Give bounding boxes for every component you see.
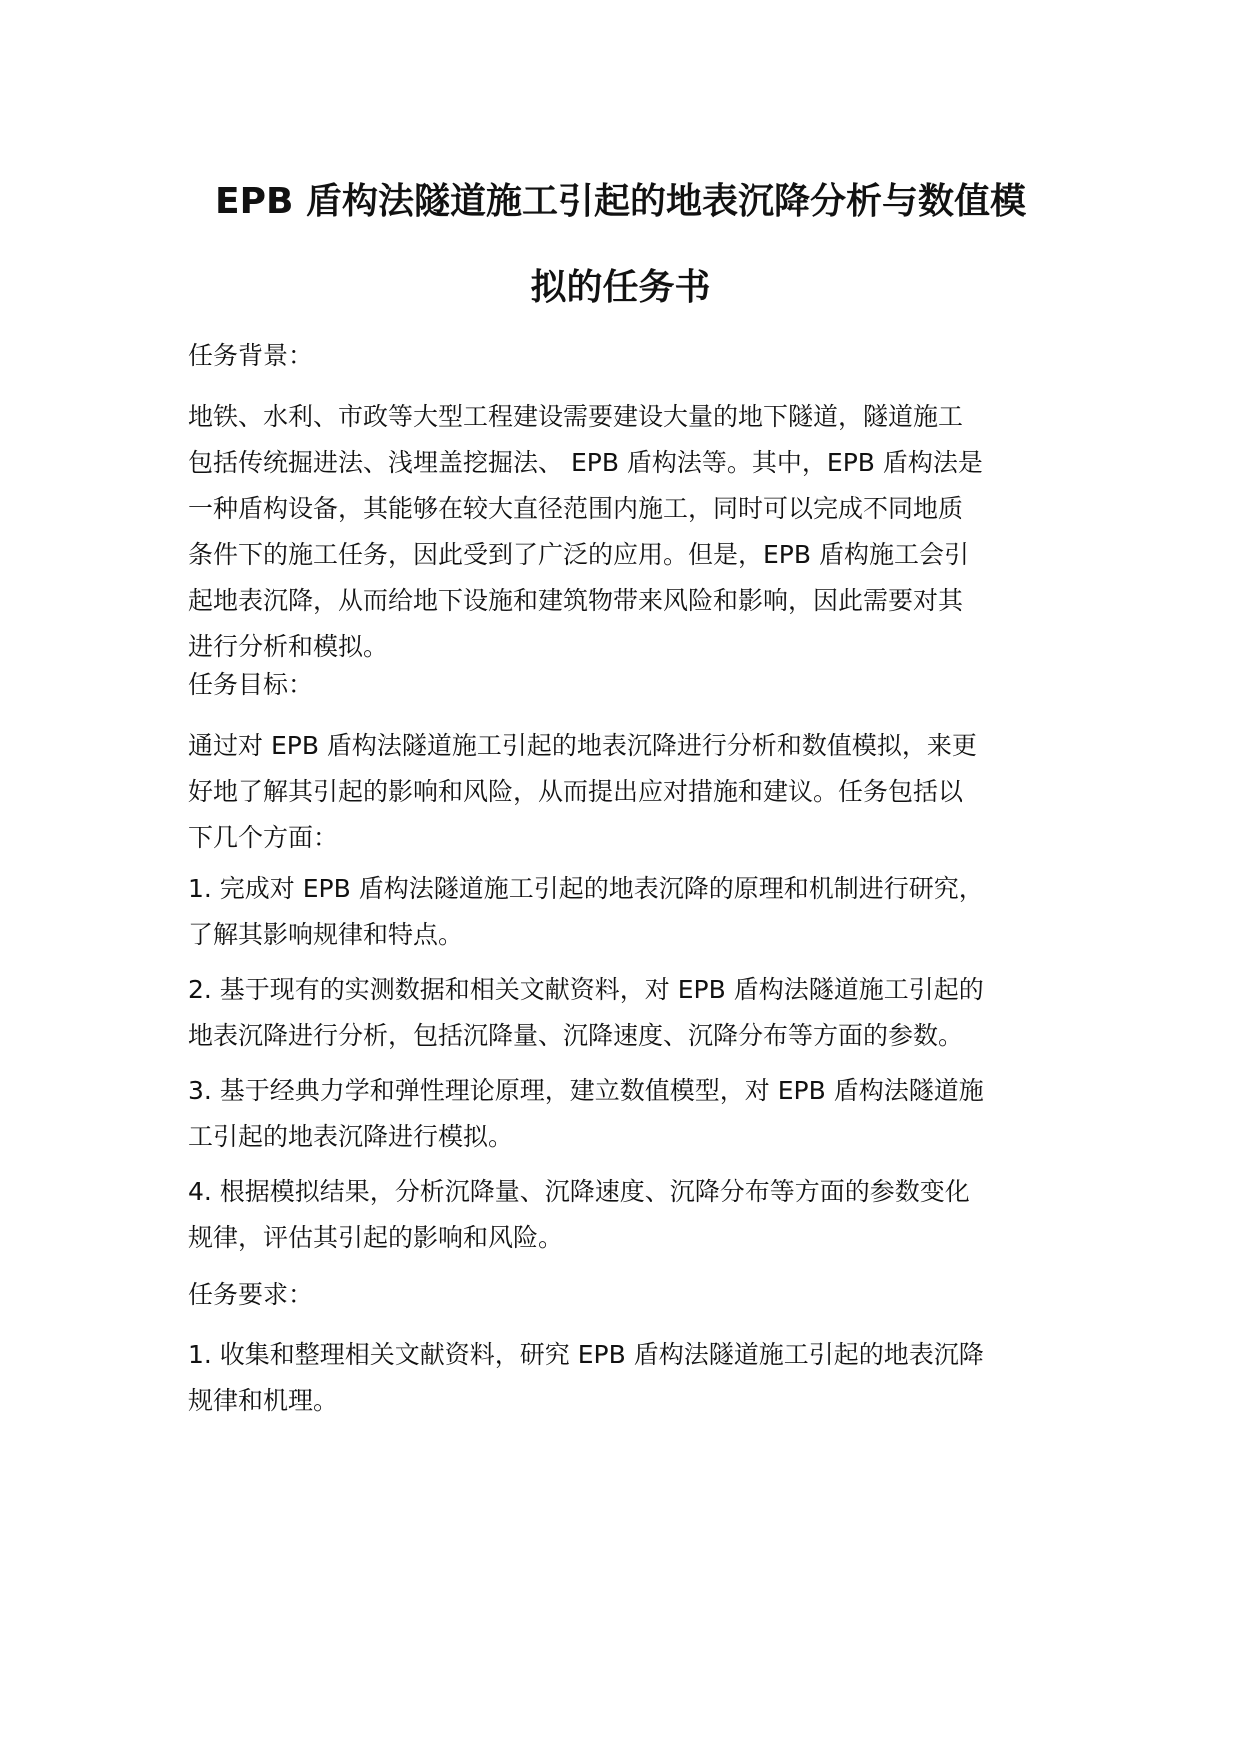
document-title-line-2: 拟的任务书 <box>530 267 711 308</box>
text-line: 2. 基于现有的实测数据和相关文献资料，对 EPB 盾构法隧道施工引起的 <box>188 975 984 1004</box>
text-line: 包括传统掘进法、浅埋盖挖掘法、 EPB 盾构法等。其中，EPB 盾构法是 <box>188 448 983 477</box>
text-line: 4. 根据模拟结果，分析沉降量、沉降速度、沉降分布等方面的参数变化 <box>188 1177 970 1206</box>
text-line: 好地了解其引起的影响和风险，从而提出应对措施和建议。任务包括以 <box>188 777 964 806</box>
background-heading: 任务背景： <box>188 341 314 370</box>
goal-paragraph <box>188 723 1068 861</box>
text-line: 1. 完成对 EPB 盾构法隧道施工引起的地表沉降的原理和机制进行研究， <box>188 874 984 903</box>
text-line: 规律，评估其引起的影响和风险。 <box>188 1223 564 1252</box>
document-title-line-1: EPB 盾构法隧道施工引起的地表沉降分析与数值模 <box>215 181 1026 222</box>
text-line: 进行分析和模拟。 <box>188 632 389 661</box>
text-line: 3. 基于经典力学和弹性理论原理，建立数值模型，对 EPB 盾构法隧道施 <box>188 1076 984 1105</box>
goal-item-2 <box>188 967 1068 1059</box>
requirements-heading: 任务要求： <box>188 1280 314 1309</box>
goal-heading: 任务目标： <box>188 670 314 699</box>
text-line: 工引起的地表沉降进行模拟。 <box>188 1122 514 1151</box>
text-line: 地表沉降进行分析，包括沉降量、沉降速度、沉降分布等方面的参数。 <box>188 1021 964 1050</box>
text-line: 了解其影响规律和特点。 <box>188 920 464 949</box>
text-line: 起地表沉降，从而给地下设施和建筑物带来风险和影响，因此需要对其 <box>188 586 964 615</box>
text-line: 一种盾构设备，其能够在较大直径范围内施工，同时可以完成不同地质 <box>188 494 964 523</box>
background-paragraph <box>188 394 1068 670</box>
goal-item-3 <box>188 1068 1068 1160</box>
requirement-item-1 <box>188 1332 1068 1424</box>
goal-item-4 <box>188 1169 1068 1261</box>
text-line: 1. 收集和整理相关文献资料，研究 EPB 盾构法隧道施工引起的地表沉降 <box>188 1340 984 1369</box>
text-line: 条件下的施工任务，因此受到了广泛的应用。但是，EPB 盾构施工会引 <box>188 540 969 569</box>
goal-item-1 <box>188 866 1068 958</box>
text-line: 规律和机理。 <box>188 1386 339 1415</box>
text-line: 下几个方面： <box>188 823 339 852</box>
text-line: 通过对 EPB 盾构法隧道施工引起的地表沉降进行分析和数值模拟，来更 <box>188 731 977 760</box>
text-line: 地铁、水利、市政等大型工程建设需要建设大量的地下隧道，隧道施工 <box>188 402 964 431</box>
